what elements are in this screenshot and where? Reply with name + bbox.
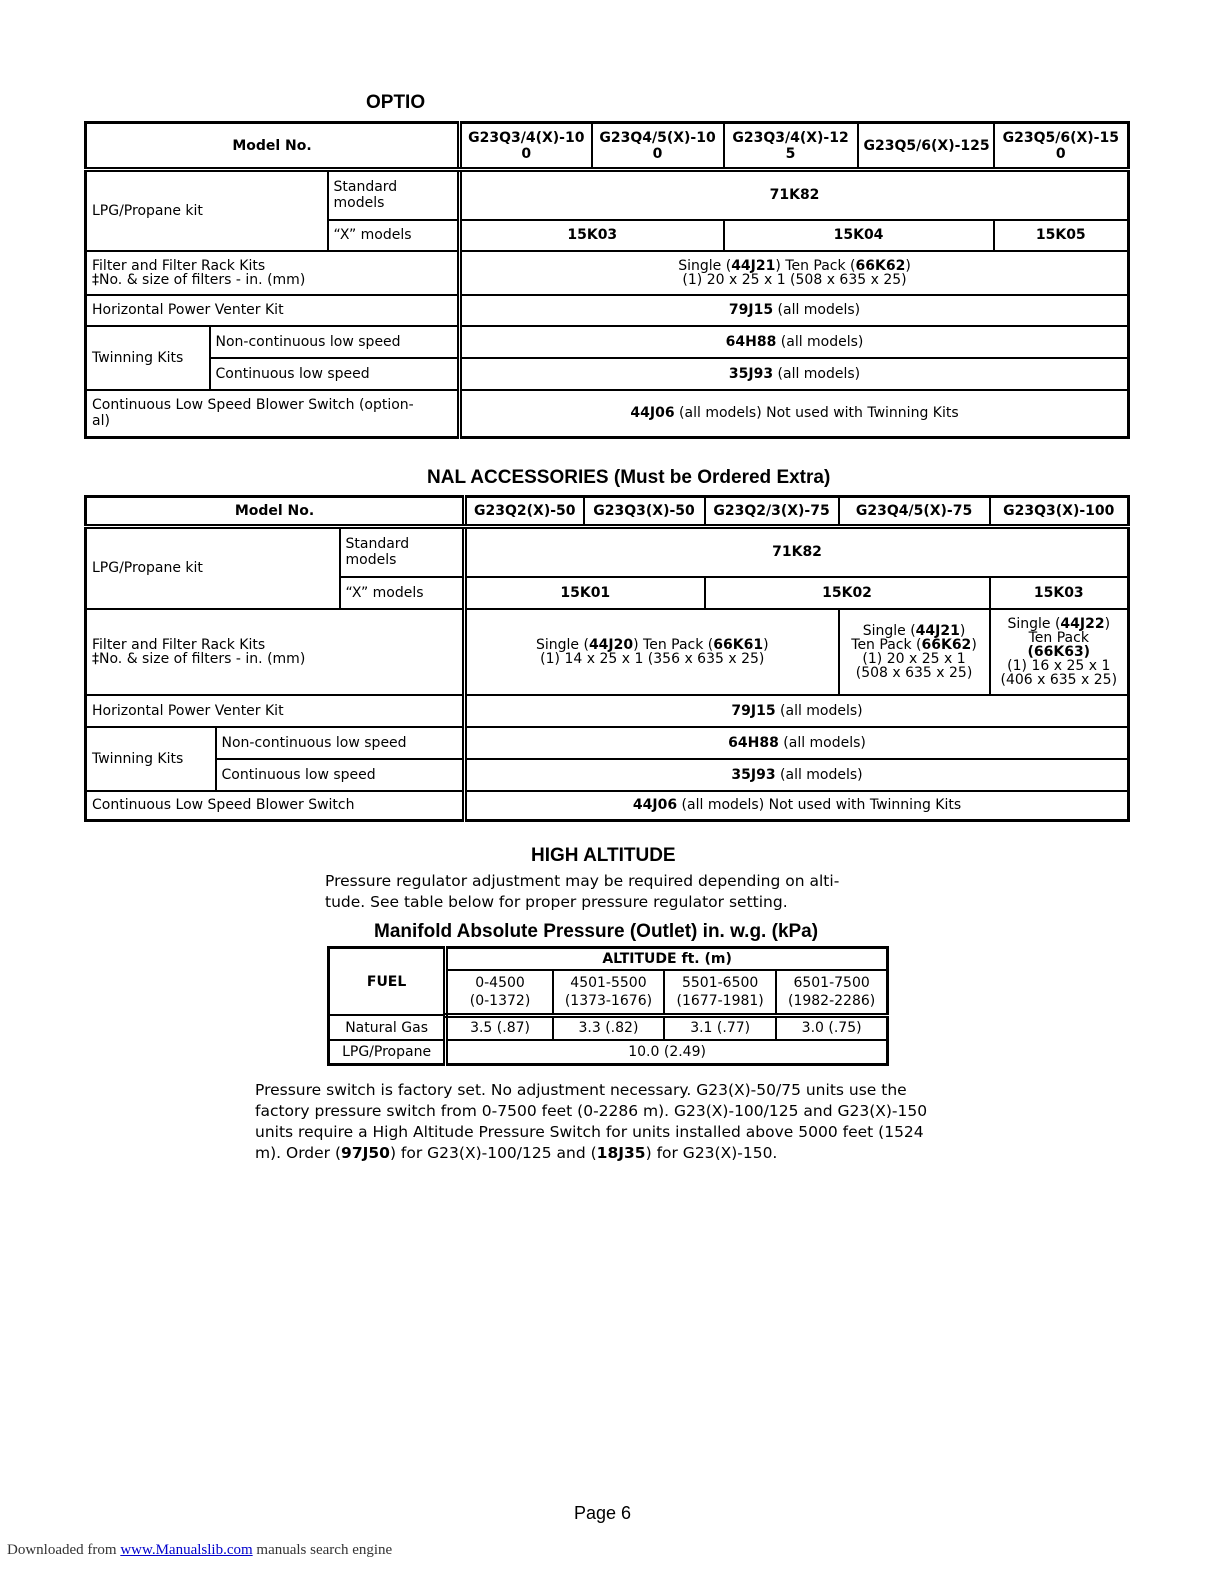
high-altitude-heading: HIGH ALTITUDE	[531, 845, 676, 866]
blower-switch-label: Continuous Low Speed Blower Switch	[86, 791, 465, 821]
twinning-cont-label: Continuous low speed	[216, 759, 465, 791]
x-model-value: 15K05	[994, 220, 1129, 251]
pressure-switch-paragraph: Pressure switch is factory set. No adjustment necessary. G23(X)-50/75 units use the factory pressure switch from 0-7500 feet (0-2286 m). G23(X)-100/125 and G23(X)-150 units require a High Altitude Pressure Switch for units installed above 5000 feet (1524 m). Order (97J50) for G23(X)-100/125 and (18J35) for G23(X)-150.	[255, 1081, 928, 1162]
power-venter-label: Horizontal Power Venter Kit	[86, 695, 465, 727]
twinning-kits-label: Twinning Kits	[86, 727, 216, 791]
x-model-value: 15K01	[465, 577, 705, 609]
model-header: G23Q3(X)-100	[990, 497, 1129, 527]
altitude-range: 0-4500 (0-1372)	[446, 970, 553, 1015]
x-model-value: 15K03	[460, 220, 724, 251]
power-venter-value: 79J15 (all models)	[460, 295, 1129, 326]
twinning-cont-value: 35J93 (all models)	[460, 358, 1129, 390]
model-header: G23Q4/5(X)-10 0	[592, 123, 724, 170]
filter-kits-label: Filter and Filter Rack Kits ‡No. & size of filters - in. (mm)	[86, 609, 465, 695]
options-heading-part1: OPTIO	[366, 92, 426, 113]
altitude-range: 6501-7500 (1982-2286)	[776, 970, 887, 1015]
filter-kits-value-b: Single (44J21) Ten Pack (66K62) (1) 20 x 25 x 1 (508 x 635 x 25)	[839, 609, 990, 695]
filter-kits-label: Filter and Filter Rack Kits ‡No. & size of filters - in. (mm)	[86, 251, 460, 295]
twinning-noncont-label: Non-continuous low speed	[216, 727, 465, 759]
twinning-noncont-value: 64H88 (all models)	[460, 326, 1129, 358]
power-venter-value: 79J15 (all models)	[465, 695, 1129, 727]
model-header: G23Q3(X)-50	[584, 497, 705, 527]
fuel-header: FUEL	[329, 948, 446, 1016]
filter-kits-value-c: Single (44J22) Ten Pack (66K63) (1) 16 x 25 x 1 (406 x 635 x 25)	[990, 609, 1129, 695]
altitude-range: 4501-5500 (1373-1676)	[553, 970, 664, 1015]
blower-switch-value: 44J06 (all models) Not used with Twinning Kits	[460, 390, 1129, 438]
x-model-value: 15K04	[724, 220, 994, 251]
model-header: G23Q2/3(X)-75	[705, 497, 839, 527]
x-model-value: 15K03	[990, 577, 1129, 609]
page-number: Page 6	[574, 1503, 632, 1523]
standard-models-label: Standard models	[340, 527, 465, 577]
natural-gas-value: 3.3 (.82)	[553, 1015, 664, 1040]
twinning-noncont-label: Non-continuous low speed	[210, 326, 460, 358]
standard-models-label: Standard models	[328, 170, 460, 220]
download-footer: Downloaded from www.Manualslib.com manuals search engine	[7, 1542, 393, 1558]
standard-models-value: 71K82	[465, 527, 1129, 577]
model-header: G23Q2(X)-50	[465, 497, 584, 527]
lpg-propane-label: LPG/Propane kit	[86, 170, 328, 251]
filter-kits-value-a: Single (44J20) Ten Pack (66K61) (1) 14 x 25 x 1 (356 x 635 x 25)	[465, 609, 839, 695]
blower-switch-label: Continuous Low Speed Blower Switch (option- al)	[86, 390, 460, 438]
natural-gas-value: 3.1 (.77)	[664, 1015, 776, 1040]
power-venter-label: Horizontal Power Venter Kit	[86, 295, 460, 326]
manifold-pressure-title: Manifold Absolute Pressure (Outlet) in. w.g. (kPa)	[374, 921, 819, 942]
manifold-pressure-table	[327, 946, 889, 1066]
x-models-label: “X” models	[328, 220, 460, 251]
model-header: G23Q3/4(X)-12 5	[724, 123, 858, 170]
model-no-header: Model No.	[86, 123, 460, 170]
accessories-table-50-100	[84, 495, 1130, 822]
natural-gas-value: 3.5 (.87)	[446, 1015, 553, 1040]
model-header: G23Q3/4(X)-10 0	[460, 123, 592, 170]
filter-kits-value: Single (44J21) Ten Pack (66K62) (1) 20 x 25 x 1 (508 x 635 x 25)	[460, 251, 1129, 295]
accessories-table-100-150	[84, 121, 1130, 439]
model-header: G23Q5/6(X)-15 0	[994, 123, 1129, 170]
natural-gas-value: 3.0 (.75)	[776, 1015, 887, 1040]
twinning-noncont-value: 64H88 (all models)	[465, 727, 1129, 759]
x-models-label: “X” models	[340, 577, 465, 609]
blower-switch-value: 44J06 (all models) Not used with Twinning Kits	[465, 791, 1129, 821]
model-header: G23Q5/6(X)-125	[858, 123, 994, 170]
lpg-propane-row-label: LPG/Propane	[329, 1040, 446, 1064]
x-model-value: 15K02	[705, 577, 990, 609]
altitude-range: 5501-6500 (1677-1981)	[664, 970, 776, 1015]
options-heading-part2: NAL ACCESSORIES (Must be Ordered Extra)	[427, 467, 831, 488]
manualslib-link[interactable]: www.Manualslib.com	[120, 1542, 253, 1558]
high-altitude-intro: Pressure regulator adjustment may be required depending on alti- tude. See table below for proper pressure regulator setting.	[325, 872, 840, 911]
model-header: G23Q4/5(X)-75	[839, 497, 990, 527]
twinning-cont-label: Continuous low speed	[210, 358, 460, 390]
model-no-header: Model No.	[86, 497, 465, 527]
twinning-kits-label: Twinning Kits	[86, 326, 210, 390]
altitude-header: ALTITUDE ft. (m)	[446, 948, 888, 971]
natural-gas-label: Natural Gas	[329, 1015, 446, 1040]
standard-models-value: 71K82	[460, 170, 1129, 220]
lpg-propane-label: LPG/Propane kit	[86, 527, 340, 609]
lpg-propane-row-value: 10.0 (2.49)	[446, 1040, 888, 1064]
twinning-cont-value: 35J93 (all models)	[465, 759, 1129, 791]
